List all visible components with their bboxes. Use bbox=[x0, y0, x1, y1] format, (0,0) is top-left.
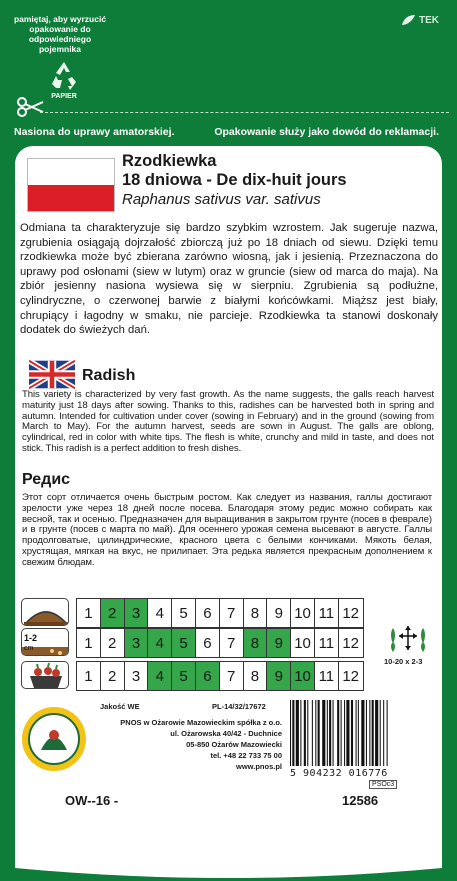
english-description: This variety is characterized by very fast growth. As the name suggests, the galls reach harvest maturity just 18 days after sowing. Thanks to this, radishes can be harvested both in spring and autumn. Intended for cultivation under cover (sowing in February) and in the ground (sowing from March to May). For the autumn harvest, seeds are sown in August. The galls are oblong, cylindrical, red in color with white tips. The flesh is white, crunchy and mild in taste, and does not stick. This radish is a perfect addition to fresh dishes. bbox=[22, 389, 434, 454]
barcode-bar bbox=[296, 700, 299, 766]
company-info bbox=[108, 718, 282, 773]
psoc-code: PSOc3 bbox=[369, 780, 397, 789]
barcode bbox=[288, 700, 428, 768]
month-cell: 3 bbox=[125, 629, 149, 657]
barcode-bar bbox=[300, 700, 301, 766]
month-cell: 4 bbox=[148, 629, 172, 657]
month-cell: 10 bbox=[291, 599, 315, 627]
month-cell: 6 bbox=[196, 599, 220, 627]
barcode-bar bbox=[375, 700, 378, 766]
month-cell: 7 bbox=[220, 662, 244, 690]
month-cell: 4 bbox=[148, 599, 172, 627]
barcode-bar bbox=[307, 700, 308, 766]
complaint-notice: Opakowanie służy jako dowód do reklamacji. bbox=[214, 126, 439, 138]
month-cell: 1 bbox=[77, 599, 101, 627]
month-cell: 11 bbox=[315, 629, 339, 657]
quality-seal-icon bbox=[21, 706, 87, 772]
month-cell: 9 bbox=[267, 629, 291, 657]
barcode-bar bbox=[318, 700, 320, 766]
month-cell: 10 bbox=[291, 629, 315, 657]
plant-spacing-icon bbox=[383, 622, 435, 654]
month-cell: 8 bbox=[244, 629, 268, 657]
product-name: Rzodkiewka bbox=[122, 152, 217, 170]
barcode-bar bbox=[322, 700, 325, 766]
quality-label: Jakość WE bbox=[100, 702, 140, 711]
recycle-notice: pamiętaj, aby wyrzucić opakowanie do odpowiedniego pojemnika bbox=[13, 14, 107, 54]
barcode-bar bbox=[333, 700, 334, 766]
month-cells bbox=[76, 661, 364, 691]
batch-code: OW--16 - bbox=[65, 793, 119, 808]
month-cell: 3 bbox=[125, 662, 149, 690]
svg-text:cm: cm bbox=[24, 645, 34, 652]
barcode-bar bbox=[380, 700, 381, 766]
sowing-depth-icon bbox=[21, 628, 69, 656]
company-website: www.pnos.pl bbox=[236, 761, 282, 771]
calendar-row-harvest bbox=[21, 661, 364, 691]
month-cell: 10 bbox=[291, 662, 315, 690]
barcode-bar bbox=[344, 700, 345, 766]
barcode-bar bbox=[341, 700, 342, 766]
barcode-bar bbox=[312, 700, 313, 766]
russian-title: Редис bbox=[22, 471, 71, 488]
barcode-bar bbox=[383, 700, 384, 766]
barcode-bar bbox=[315, 700, 316, 766]
month-cell: 8 bbox=[244, 662, 268, 690]
month-cell: 6 bbox=[196, 662, 220, 690]
cut-line bbox=[40, 112, 449, 113]
month-cell: 5 bbox=[172, 629, 196, 657]
greenhouse-icon bbox=[21, 598, 69, 626]
month-cell: 3 bbox=[125, 599, 149, 627]
english-title: Radish bbox=[82, 367, 136, 384]
month-cell: 2 bbox=[101, 629, 125, 657]
month-cells bbox=[76, 628, 364, 658]
barcode-bar bbox=[292, 700, 294, 766]
barcode-bar bbox=[290, 700, 291, 766]
barcode-bar bbox=[387, 700, 388, 766]
barcode-bar bbox=[358, 700, 359, 766]
barcode-bar bbox=[366, 700, 367, 766]
month-cell: 8 bbox=[244, 599, 268, 627]
month-cell: 9 bbox=[267, 662, 291, 690]
month-cell: 11 bbox=[315, 599, 339, 627]
poland-flag-icon bbox=[27, 158, 115, 212]
barcode-bar bbox=[337, 700, 339, 766]
svg-text:1-2: 1-2 bbox=[24, 633, 38, 643]
barcode-bar bbox=[327, 700, 328, 766]
barcode-bar bbox=[369, 700, 370, 766]
month-cells bbox=[76, 598, 364, 628]
month-cell: 5 bbox=[172, 662, 196, 690]
month-cell: 6 bbox=[196, 629, 220, 657]
month-cell: 11 bbox=[315, 662, 339, 690]
certificate-number: PL-14/32/17672 bbox=[212, 702, 266, 711]
lot-number: 12586 bbox=[342, 793, 379, 808]
latin-name: Raphanus sativus var. sativus bbox=[122, 191, 321, 208]
scissors-icon bbox=[16, 96, 44, 118]
month-cell: 7 bbox=[220, 629, 244, 657]
month-cell: 4 bbox=[148, 662, 172, 690]
spacing-label: 10-20 x 2-3 bbox=[384, 657, 423, 666]
month-cell: 2 bbox=[101, 662, 125, 690]
month-cell: 12 bbox=[342, 667, 359, 685]
month-cell: 12 bbox=[342, 634, 359, 652]
uk-flag-icon bbox=[29, 360, 75, 389]
barcode-bar bbox=[361, 700, 364, 766]
barcode-bar bbox=[329, 700, 331, 766]
brand-name: TEK bbox=[419, 14, 439, 26]
bottom-arc bbox=[0, 830, 457, 881]
barcode-bar bbox=[304, 700, 306, 766]
barcode-bar bbox=[356, 700, 357, 766]
month-cell: 12 bbox=[342, 604, 359, 622]
month-cell: 9 bbox=[267, 599, 291, 627]
company-street: ul. Ożarowska 40/42 - Duchnice bbox=[170, 728, 282, 738]
month-cell: 5 bbox=[172, 599, 196, 627]
barcode-bar bbox=[351, 700, 353, 766]
barcode-bar bbox=[372, 700, 374, 766]
polish-description: Odmiana ta charakteryzuje się bardzo szybkim wzrostem. Jak sugeruje nazwa, zgrubienia osiągają dojrzałość zbiorczą już po 18 dniach od siewu. Dzięki temu rzodkiewka może być zbierana zarówno wiosną, jak i jesienią. Przeznaczona do uprawy pod osłonami (siew w lutym) oraz w gruncie (siew od marca do maja). Na zbiór jesienny nasiona wysiewa się w sierpniu. Zgrubienia są podłużne, cylindryczne, o czerwonej barwie z białymi końcówkami. Miąższ jest biały, chrupiący i łagodny w smaku, nie parcieje. Rzodkiewka ta stanowi doskonały dodatek do świeżych dań. bbox=[20, 222, 438, 337]
material-label: PAPIER bbox=[51, 93, 77, 100]
company-city: 05-850 Ożarów Mazowiecki bbox=[186, 739, 282, 749]
month-cell: 1 bbox=[77, 662, 101, 690]
month-cell: 2 bbox=[101, 599, 125, 627]
russian-description: Этот сорт отличается очень быстрым ростом. Как следует из названия, галлы достигают зрелости уже через 18 дней после посева. Благодаря этому редис можно собирать как весной, так и осенью. Предназначен для выращивания в закрытом грунте (посев в феврале) и в грунте (посев с марта по май). Для осеннего урожая семена высевают в августе. Галлы продолговатые, цилиндрические, красного цвета с белыми кончиками. Мякоть белая, хрустящая, мягкая на вкус, не прилипает. Эта редька является прекрасным дополнением к свежим блюдам. bbox=[22, 492, 432, 568]
calendar-row-sowing bbox=[21, 628, 364, 658]
brand-logo bbox=[400, 14, 439, 26]
recycle-icon bbox=[46, 58, 82, 94]
product-variety: 18 dniowa - De dix-huit jours bbox=[122, 171, 347, 189]
month-cell: 1 bbox=[77, 629, 101, 657]
harvest-basket-icon bbox=[21, 661, 69, 689]
barcode-bar bbox=[346, 700, 349, 766]
month-cell: 7 bbox=[220, 599, 244, 627]
amateur-notice: Nasiona do uprawy amatorskiej. bbox=[14, 126, 175, 138]
leaf-icon bbox=[400, 14, 416, 26]
barcode-digits: 5 904232 016776 bbox=[290, 768, 388, 779]
company-name: PNOS w Ożarowie Mazowieckim spółka z o.o. bbox=[120, 718, 282, 727]
company-phone: tel. +48 22 733 75 00 bbox=[210, 750, 282, 760]
calendar-row-cover bbox=[21, 598, 364, 628]
